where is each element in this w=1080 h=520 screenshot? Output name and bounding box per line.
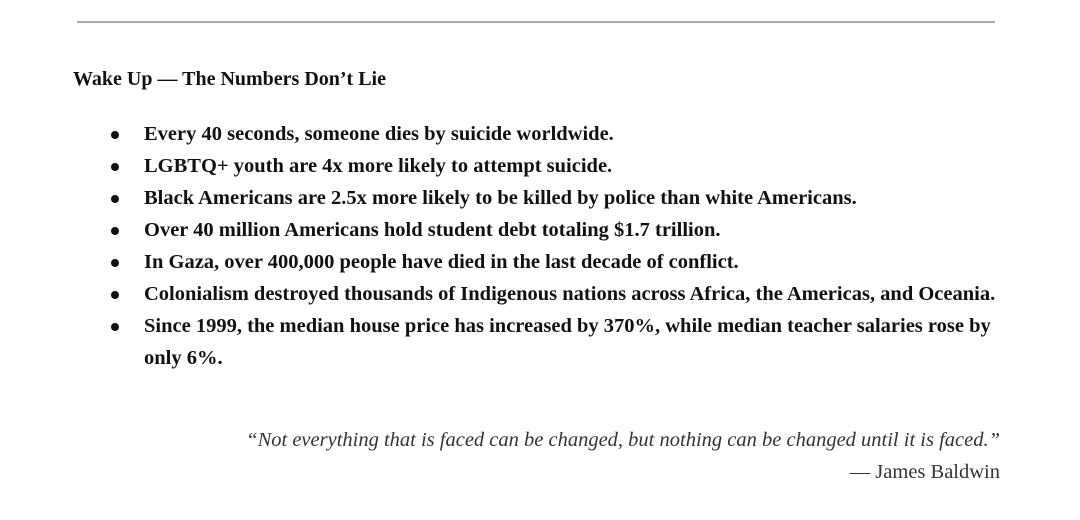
fact-text: LGBTQ+ youth are 4x more likely to attempt suicide. (144, 155, 613, 177)
bullet-icon (111, 227, 119, 235)
bullet-icon (111, 291, 119, 299)
fact-item (107, 182, 1007, 214)
fact-item (107, 310, 1007, 374)
fact-item (107, 214, 1007, 246)
bullet-icon (111, 323, 119, 331)
fact-text: Black Americans are 2.5x more likely to be killed by police than white Americans. (144, 187, 857, 209)
fact-text: Every 40 seconds, someone dies by suicide worldwide. (144, 123, 614, 145)
fact-item (107, 246, 1007, 278)
bullet-icon (111, 259, 119, 267)
horizontal-divider (77, 21, 995, 23)
document-title: Wake Up — The Numbers Don’t Lie (73, 68, 386, 90)
fact-text: Colonialism destroyed thousands of Indigenous nations across Africa, the Americas, and Oceania. (144, 283, 996, 305)
quote-text: “Not everything that is faced can be changed, but nothing can be changed until it is faced.” (246, 429, 1000, 451)
fact-item (107, 118, 1007, 150)
fact-item (107, 278, 1007, 310)
facts-list (107, 118, 1007, 374)
bullet-icon (111, 163, 119, 171)
fact-text: In Gaza, over 400,000 people have died in the last decade of conflict. (144, 251, 739, 273)
bullet-icon (111, 195, 119, 203)
fact-text: Over 40 million Americans hold student debt totaling $1.7 trillion. (144, 219, 721, 241)
fact-text: Since 1999, the median house price has increased by 370%, while median teacher salaries rose by only 6%. (144, 315, 991, 369)
fact-item (107, 150, 1007, 182)
quote-attribution: — James Baldwin (849, 461, 1000, 483)
bullet-icon (111, 131, 119, 139)
